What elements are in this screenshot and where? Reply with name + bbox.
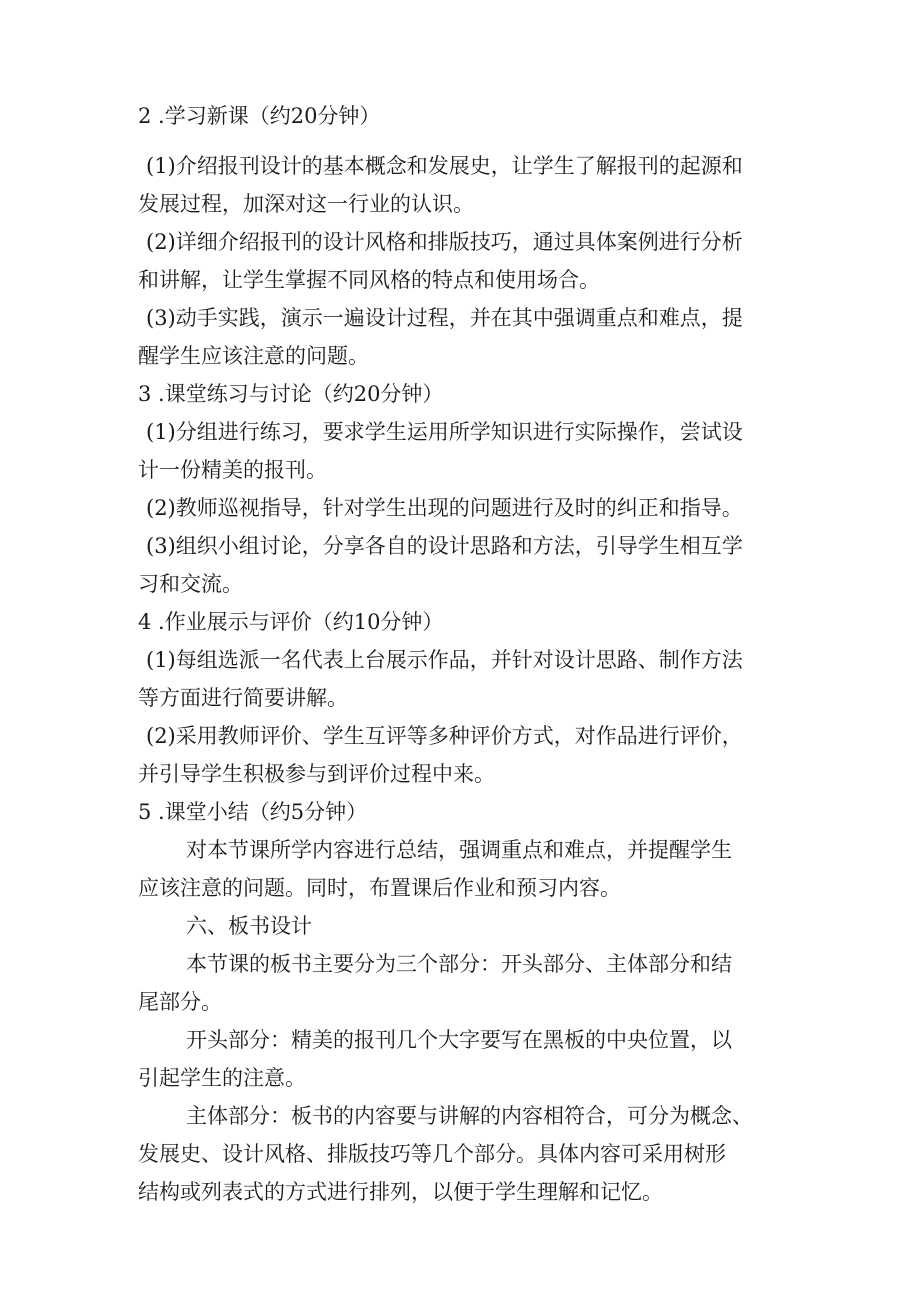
paragraph-line: 发展过程，加深对这一行业的认识。 [138, 192, 474, 216]
paragraph-line: 习和交流。 [138, 572, 243, 596]
paragraph-line: (2)采用教师评价、学生互评等多种评价方式，对作品进行评价， [146, 724, 743, 748]
paragraph-line: 应该注意的问题。同时，布置课后作业和预习内容。 [138, 876, 621, 900]
paragraph-line: 醒学生应该注意的问题。 [138, 344, 369, 368]
paragraph-line: 和讲解，让学生掌握不同风格的特点和使用场合。 [138, 268, 600, 292]
paragraph-line: (2)详细介绍报刊的设计风格和排版技巧，通过具体案例进行分析 [146, 230, 743, 254]
paragraph-line: (3)组织小组讨论，分享各自的设计思路和方法，引导学生相互学 [146, 534, 743, 558]
paragraph-line: 尾部分。 [138, 990, 222, 1014]
paragraph-line: 并引导学生积极参与到评价过程中来。 [138, 762, 495, 786]
paragraph-line: 引起学生的注意。 [138, 1066, 306, 1090]
paragraph-line: 本节课的板书主要分为三个部分：开头部分、主体部分和结 [186, 952, 732, 976]
paragraph-line: (3)动手实践，演示一遍设计过程，并在其中强调重点和难点，提 [146, 306, 743, 330]
paragraph-line: 等方面进行简要讲解。 [138, 686, 348, 710]
paragraph-line: 主体部分：板书的内容要与讲解的内容相符合，可分为概念、 [186, 1104, 753, 1128]
paragraph-line: 结构或列表式的方式进行排列，以便于学生理解和记忆。 [138, 1180, 663, 1204]
paragraph-line: 开头部分：精美的报刊几个大字要写在黑板的中央位置，以 [186, 1028, 732, 1052]
section-heading-3: 3 .课堂练习与讨论（约20分钟） [138, 382, 444, 406]
paragraph-line: (2)教师巡视指导，针对学生出现的问题进行及时的纠正和指导。 [146, 496, 743, 520]
paragraph-line: (1)分组进行练习，要求学生运用所学知识进行实际操作，尝试设 [146, 420, 743, 444]
paragraph-line: 计一份精美的报刊。 [138, 458, 327, 482]
section-heading-6: 六、板书设计 [186, 914, 312, 938]
paragraph-line: 发展史、设计风格、排版技巧等几个部分。具体内容可采用树形 [138, 1142, 726, 1166]
paragraph-line: 对本节课所学内容进行总结，强调重点和难点，并提醒学生 [186, 838, 732, 862]
section-heading-5: 5 .课堂小结（约5分钟） [138, 800, 368, 824]
paragraph-line: (1)每组选派一名代表上台展示作品，并针对设计思路、制作方法 [146, 648, 743, 672]
section-heading-4: 4 .作业展示与评价（约10分钟） [138, 610, 444, 634]
section-heading-2: 2 .学习新课（约20分钟） [138, 104, 381, 128]
paragraph-line: (1)介绍报刊设计的基本概念和发展史，让学生了解报刊的起源和 [146, 154, 743, 178]
